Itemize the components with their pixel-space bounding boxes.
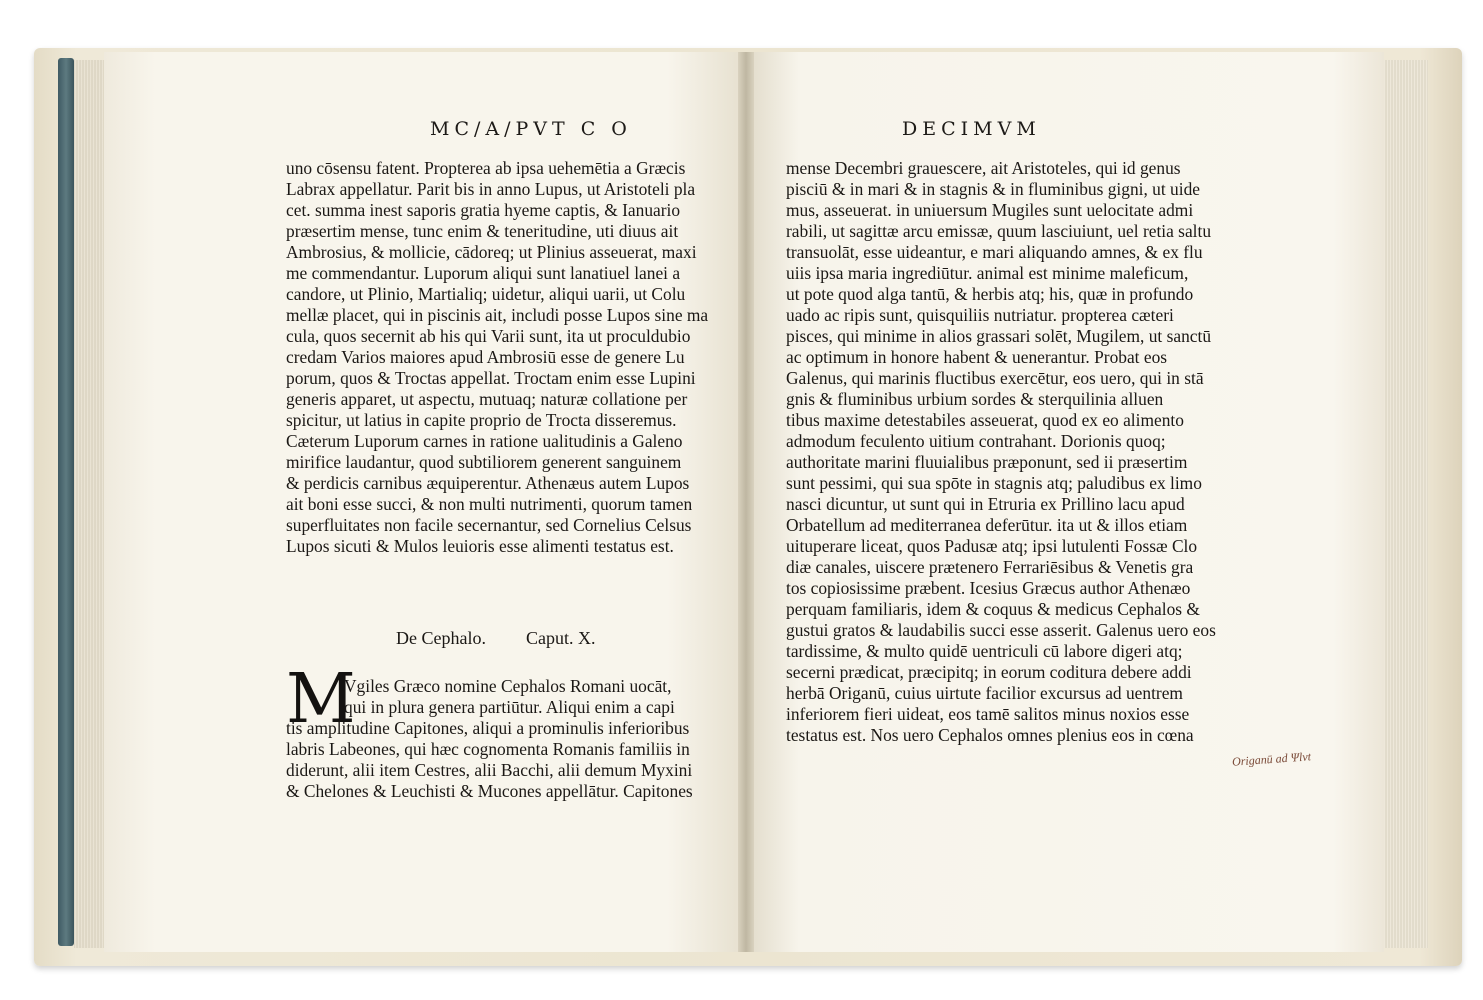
- text-line: tos copiosissime præbent. Icesius Græcus author Athenæo: [786, 578, 1191, 598]
- text-line: ut pote quod alga tantū, & herbis atq; his, quæ in profundo: [786, 284, 1194, 304]
- text-line: qui in plura genera partiūtur. Aliqui enim a capi: [344, 697, 675, 717]
- text-line: uno cōsensu fatent. Propterea ab ipsa uehemētia a Græcis: [286, 158, 686, 178]
- text-line: & Chelones & Leuchisti & Mucones appellātur. Capitones: [286, 781, 693, 801]
- text-line: diderunt, alii item Cestres, alii Bacchi, alii demum Myxini: [286, 760, 693, 780]
- text-line: candore, ut Plinio, Martialiq; uidetur, aliqui uarii, ut Colu: [286, 284, 686, 304]
- right-page-edges: [1380, 60, 1428, 948]
- text-line: tardissime, & multo quidē uentriculi cū labore digeri atq;: [786, 641, 1183, 661]
- text-line: præsertim mense, tunc enim & teneritudine, uti diuus ait: [286, 221, 679, 241]
- text-line: ait boni esse succi, & non multi nutrimenti, quorum tamen: [286, 494, 693, 514]
- text-line: mellæ placet, qui in piscinis ait, includi posse Lupos sine ma: [286, 305, 709, 325]
- drop-cap-initial: M: [286, 660, 356, 739]
- left-page-text: [286, 158, 708, 557]
- text-line: secerni prædicat, præcipitq; in eorum coditura debere addi: [786, 662, 1192, 682]
- chapter-text: [286, 676, 693, 802]
- text-line: cet. summa inest saporis gratia hyeme captis, & Ianuario: [286, 200, 681, 220]
- text-line: mense Decembri grauescere, ait Aristoteles, qui id genus: [786, 158, 1181, 178]
- text-line: labris Labeones, qui hæc cognomenta Romanis familiis in: [286, 739, 690, 759]
- right-page-text: [786, 158, 1216, 746]
- text-line: mirifice laudantur, quod subtiliorem generent sanguinem: [286, 452, 682, 472]
- text-line: uado ac ripis sunt, quisquiliis nutriatur. propterea cæteri: [786, 305, 1174, 325]
- book-gutter: [738, 52, 754, 952]
- text-line: porum, quos & Troctas appellat. Troctam enim esse Lupini: [286, 368, 696, 388]
- text-line: Orbatellum ad mediterranea deferūtur. ita ut & illos etiam: [786, 515, 1188, 535]
- text-line: diæ canales, uiscere prætenero Ferrariēsibus & Venetis gra: [786, 557, 1194, 577]
- text-line: authoritate marini fluuialibus præponunt, sed ii præsertim: [786, 452, 1188, 472]
- cover-spine-edge: [58, 58, 74, 946]
- left-running-head: MC/A/PVT C O: [430, 118, 632, 140]
- text-line: uiis ipsa maria ingrediūtur. animal est minime maleficum,: [786, 263, 1189, 283]
- text-line: inferiorem fieri uideat, eos tamē salitos minus noxios esse: [786, 704, 1190, 724]
- text-line: Labrax appellatur. Parit bis in anno Lupus, ut Aristoteli pla: [286, 179, 696, 199]
- text-line: gustui gratos & laudabilis succi esse asserit. Galenus uero eos: [786, 620, 1216, 640]
- text-line: generis apparet, ut aspectu, mutuaq; naturæ collatione per: [286, 389, 688, 409]
- text-line: perquam familiaris, idem & coquus & medicus Cephalos &: [786, 599, 1200, 619]
- text-line: cula, quos secernit ab his qui Varii sunt, ita ut proculdubio: [286, 326, 691, 346]
- text-line: gnis & fluminibus urbium sordes & sterquilinia alluen: [786, 389, 1164, 409]
- text-line: mus, asseuerat. in uniuersum Mugiles sunt uelocitate admi: [786, 200, 1194, 220]
- text-line: nasci dicuntur, ut sunt qui in Etruria ex Prillino lacu apud: [786, 494, 1185, 514]
- text-line: ac optimum in honore habent & uenerantur. Probat eos: [786, 347, 1168, 367]
- text-line: superfluitates non facile secernantur, sed Cornelius Celsus: [286, 515, 692, 535]
- text-line: transuolāt, esse uideantur, e mari aliquando amnes, & ex flu: [786, 242, 1203, 262]
- text-line: rabili, ut sagittæ arcu emissæ, quum lasciuiunt, uel retia saltu: [786, 221, 1212, 241]
- text-line: admodum feculento uitium contrahant. Dorionis quoq;: [786, 431, 1166, 451]
- text-line: testatus est. Nos uero Cephalos omnes plenius eos in cœna: [786, 725, 1194, 745]
- right-running-head: DECIMVM: [902, 118, 1041, 140]
- text-line: me commendantur. Luporum aliqui sunt lanatiuel lanei a: [286, 263, 681, 283]
- text-line: Ambrosius, & mollicie, cādoreq; ut Plinius asseuerat, maxi: [286, 242, 697, 262]
- text-line: Cæterum Luporum carnes in ratione ualitudinis a Galeno: [286, 431, 683, 451]
- text-line: tis amplitudine Capitones, aliqui a prominulis inferioribus: [286, 718, 690, 738]
- chapter-number: Caput. X.: [526, 628, 596, 648]
- margin-annotation: Origanū ad Ψlvt: [1231, 749, 1312, 769]
- text-line: Vgiles Græco nomine Cephalos Romani uocāt,: [344, 676, 672, 696]
- text-line: Galenus, qui marinis fluctibus exercētur, eos uero, qui in stā: [786, 368, 1204, 388]
- text-line: pisces, qui minime in alios grassari solēt, Mugilem, ut sanctū: [786, 326, 1212, 346]
- text-line: tibus maxime detestabiles asseuerat, quod ex eo alimento: [786, 410, 1184, 430]
- chapter-heading: De Cephalo.: [396, 628, 486, 648]
- text-line: sunt pessimi, qui sua spōte in stagnis atq; paludibus ex limo: [786, 473, 1202, 493]
- text-line: pisciū & in mari & in stagnis & in fluminibus gigni, ut uide: [786, 179, 1200, 199]
- text-line: herbā Origanū, cuius uirtute facilior excursus ad uentrem: [786, 683, 1183, 703]
- text-line: & perdicis carnibus æquiperentur. Athenæus autem Lupos: [286, 473, 690, 493]
- text-line: credam Varios maiores apud Ambrosiū esse de genere Lu: [286, 347, 685, 367]
- text-line: Lupos sicuti & Mulos leuioris esse alimenti testatus est.: [286, 536, 674, 556]
- text-line: uituperare liceat, quos Padusæ atq; ipsi lutulenti Fossæ Clo: [786, 536, 1198, 556]
- text-line: spicitur, ut latius in capite proprio de Trocta disseremus.: [286, 410, 677, 430]
